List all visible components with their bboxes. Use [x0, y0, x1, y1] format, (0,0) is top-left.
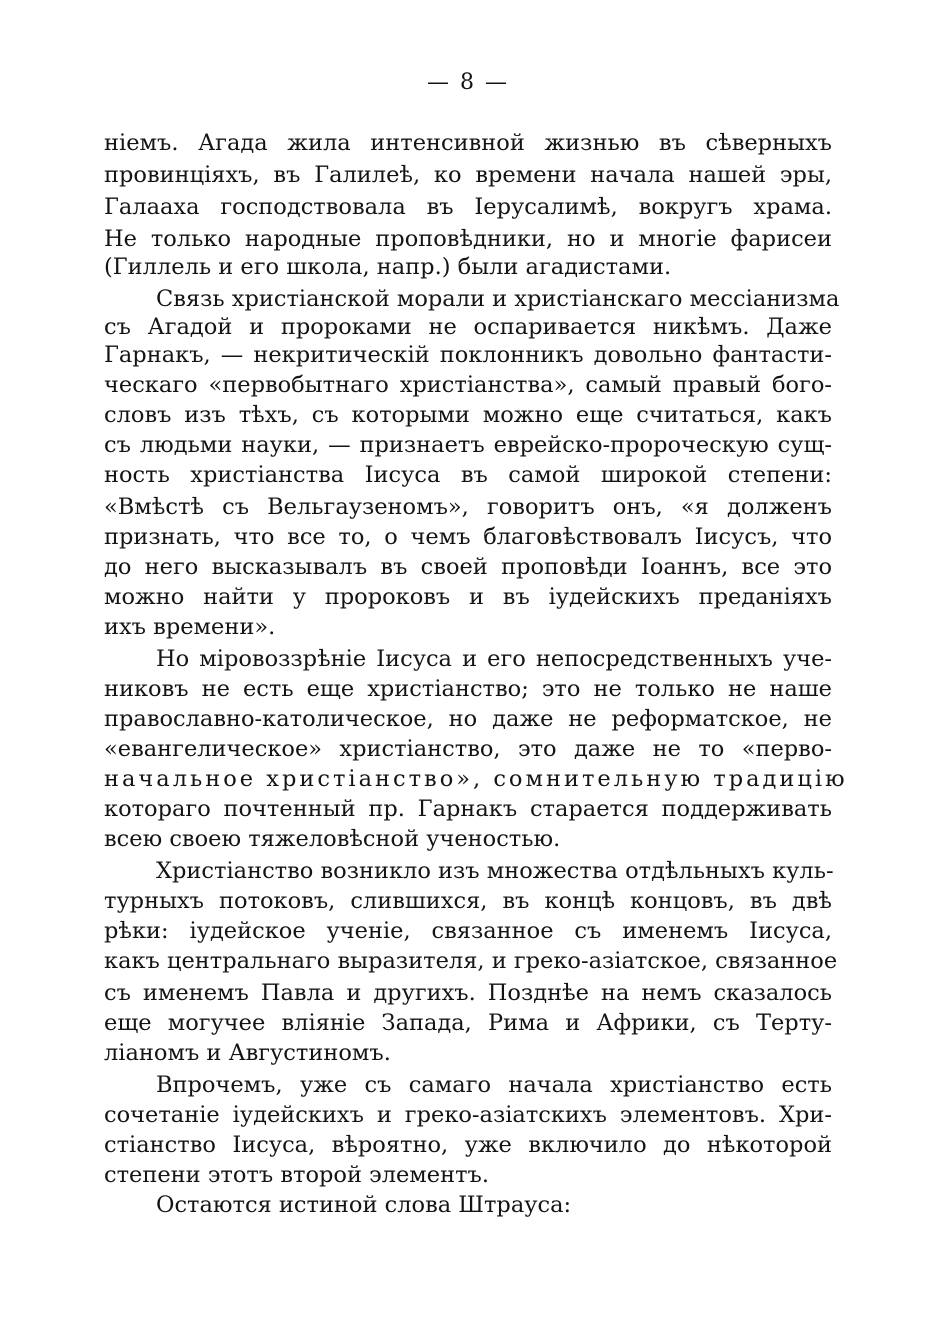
text-line: «евангелическое» христiанство, это даже не то «перво-: [104, 736, 832, 762]
text-line: (Гиллель и его школа, напр.) были агадистами.: [104, 254, 672, 280]
text-line: никовъ не есть еще христiанство; это не только не наше: [104, 676, 832, 702]
text-line: съ людьми науки, — признаетъ еврейско-пророческую сущ-: [104, 432, 832, 458]
text-line: Христiанство возникло изъ множества отдѣльныхъ куль-: [156, 858, 834, 884]
text-line: признать, что все то, о чемъ благовѣствовалъ Iисусъ, что: [104, 524, 832, 550]
text-line: какъ центральнаго выразителя, и греко-азiатское, связанное: [104, 948, 838, 974]
text-line: стiанство Iисуса, вѣроятно, уже включило до нѣкоторой: [104, 1132, 832, 1158]
text-line: можно найти у пророковъ и въ iудейскихъ преданiяхъ: [104, 584, 832, 610]
text-line: турныхъ потоковъ, слившихся, въ концѣ концовъ, въ двѣ: [104, 888, 832, 914]
text-line: словъ изъ тѣхъ, съ которыми можно еще считаться, какъ: [104, 402, 832, 428]
text-line: Галааха господствовала въ Iерусалимѣ, вокругъ храма.: [104, 194, 832, 220]
text-line: начальное христiанство», сомнительную традицiю: [104, 766, 848, 792]
text-line: провинцiяхъ, въ Галилеѣ, ко времени начала нашей эры,: [104, 162, 832, 188]
text-line: съ именемъ Павла и другихъ. Позднѣе на немъ сказалось: [104, 980, 832, 1006]
text-line: нiемъ. Агада жила интенсивной жизнью въ сѣверныхъ: [104, 130, 832, 156]
text-line: рѣки: iудейское ученiе, связанное съ именемъ Iисуса,: [104, 918, 832, 944]
text-line: Впрочемъ, уже съ самаго начала христiанство есть: [156, 1072, 832, 1098]
text-line: Не только народные проповѣдники, но и многiе фарисеи: [104, 226, 832, 252]
text-line: «Вмѣстѣ съ Вельгаузеномъ», говоритъ онъ, «я долженъ: [104, 494, 832, 520]
text-line: ность христiанства Iисуса въ самой широкой степени:: [104, 462, 832, 488]
text-line: Остаются истиной слова Штрауса:: [156, 1192, 572, 1218]
text-line: Связь христiанской морали и христiанскаго мессiанизма: [156, 286, 840, 312]
text-line: православно-католическое, но даже не реформатское, не: [104, 706, 832, 732]
text-line: лiаномъ и Августиномъ.: [104, 1040, 391, 1066]
text-line: Гарнакъ, — некритическiй поклонникъ довольно фантасти-: [104, 342, 832, 368]
text-line: сочетанiе iудейскихъ и греко-азiатскихъ элементовъ. Хри-: [104, 1102, 832, 1128]
page-number: — 8 —: [427, 70, 509, 95]
text-line: ческаго «первобытнаго христiанства», самый правый бого-: [104, 372, 832, 398]
text-line: степени этотъ второй элементъ.: [104, 1162, 490, 1188]
text-line: Но мiровоззрѣнiе Iисуса и его непосредственныхъ уче-: [156, 646, 832, 672]
text-line: до него высказывалъ въ своей проповѣди Iоаннъ, все это: [104, 554, 832, 580]
text-line: еще могучее влiянiе Запада, Рима и Африки, съ Терту-: [104, 1010, 832, 1036]
text-line: съ Агадой и пророками не оспаривается никѣмъ. Даже: [104, 314, 832, 340]
text-line: всею своею тяжеловѣсной ученостью.: [104, 826, 561, 852]
text-line: котораго почтенный пр. Гарнакъ старается поддерживать: [104, 796, 832, 822]
text-line: ихъ времени».: [104, 614, 276, 640]
